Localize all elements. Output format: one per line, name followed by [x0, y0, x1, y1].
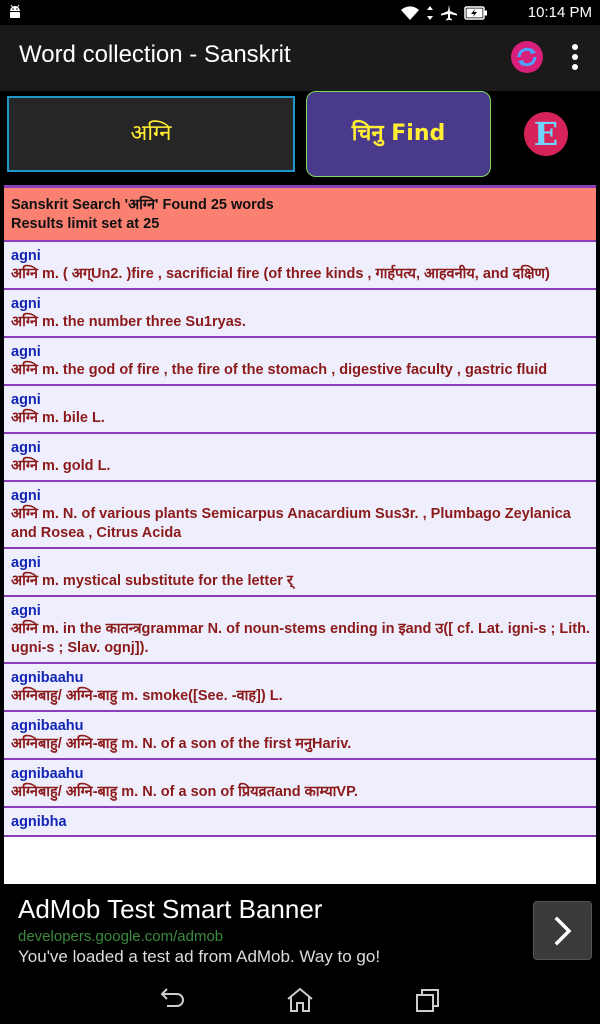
- result-entry[interactable]: [4, 338, 596, 386]
- entry-word: agnibaahu: [11, 718, 84, 734]
- entry-word: agni: [11, 296, 41, 312]
- entry-meaning: अग्निबाहु/ अग्नि-बाहु m. N. of a son of प्रियव्रतand काम्याVP.: [11, 784, 358, 800]
- home-icon[interactable]: [285, 986, 315, 1014]
- english-toggle-button[interactable]: [524, 112, 568, 156]
- entry-meaning: अग्नि m. the number three Su1ryas.: [11, 314, 246, 330]
- ad-url[interactable]: developers.google.com/admob: [18, 928, 224, 945]
- refresh-icon[interactable]: [510, 40, 544, 74]
- entry-word: agni: [11, 488, 41, 504]
- find-button[interactable]: चिनु Find: [306, 91, 491, 177]
- airplane-icon: [440, 4, 458, 22]
- clock: 10:14 PM: [527, 4, 592, 21]
- wifi-icon: [400, 5, 420, 21]
- status-bar: [0, 0, 600, 25]
- result-entry[interactable]: [4, 549, 596, 597]
- entry-word: agnibaahu: [11, 766, 84, 782]
- result-entry[interactable]: [4, 290, 596, 338]
- result-entry[interactable]: [4, 664, 596, 712]
- app-bar: [0, 25, 600, 91]
- battery-charging-icon: [464, 5, 488, 21]
- ad-title[interactable]: AdMob Test Smart Banner: [18, 894, 323, 924]
- results-summary: [4, 185, 596, 242]
- android-icon: [7, 4, 23, 20]
- chevron-right-icon: [550, 915, 576, 947]
- search-input[interactable]: अग्नि: [7, 96, 295, 172]
- back-icon[interactable]: [157, 986, 187, 1014]
- result-entry[interactable]: [4, 808, 596, 837]
- entry-meaning: अग्निबाहु/ अग्नि-बाहु m. N. of a son of the first मनुHariv.: [11, 736, 352, 752]
- navigation-bar: [0, 976, 600, 1024]
- entry-word: agni: [11, 248, 41, 264]
- entry-meaning: अग्नि m. in the कातन्त्रgrammar N. of noun-stems ending in इand उ([ cf. Lat. igni-s ; Lith. ugni-s ; Slav. ognj]).: [11, 621, 590, 656]
- entry-meaning: अग्नि m. mystical substitute for the letter र्: [11, 573, 293, 589]
- entry-word: agni: [11, 603, 41, 619]
- entry-meaning: अग्निबाहु/ अग्नि-बाहु m. smoke([See. -वाह]) L.: [11, 688, 283, 704]
- result-entry[interactable]: [4, 712, 596, 760]
- result-entry[interactable]: [4, 242, 596, 290]
- result-entry[interactable]: [4, 434, 596, 482]
- summary-line: Results limit set at 25: [11, 216, 160, 232]
- ad-banner[interactable]: [0, 884, 600, 976]
- result-entry[interactable]: [4, 386, 596, 434]
- recent-apps-icon[interactable]: [413, 986, 443, 1014]
- app-title: Word collection - Sanskrit: [19, 41, 291, 68]
- result-entry[interactable]: [4, 482, 596, 549]
- entries-container: [4, 242, 596, 837]
- entry-word: agni: [11, 555, 41, 571]
- entry-meaning: अग्नि m. ( अग्Un2. )fire , sacrificial fire (of three kinds , गार्हपत्य, आहवनीय, and दक्षिण): [11, 266, 550, 282]
- result-entry[interactable]: [4, 760, 596, 808]
- ad-description: You've loaded a test ad from AdMob. Way to go!: [18, 947, 381, 966]
- entry-meaning: अग्नि m. N. of various plants Semicarpus Anacardium Sus3r. , Plumbago Zeylanica and Rosea , Citrus Acida: [11, 506, 571, 541]
- english-toggle-label: E: [533, 115, 559, 153]
- entry-meaning: अग्नि m. the god of fire , the fire of the stomach , digestive faculty , gastric fluid: [11, 362, 548, 378]
- ad-open-button[interactable]: [533, 901, 592, 960]
- entry-word: agnibha: [11, 814, 67, 830]
- entry-word: agni: [11, 392, 41, 408]
- result-entry[interactable]: [4, 597, 596, 664]
- search-row: [0, 91, 600, 185]
- overflow-menu-icon[interactable]: [562, 40, 588, 74]
- data-arrows-icon: [426, 5, 434, 21]
- entry-meaning: अग्नि m. bile L.: [11, 410, 105, 426]
- entry-word: agni: [11, 440, 41, 456]
- results-list[interactable]: [4, 185, 596, 884]
- entry-word: agnibaahu: [11, 670, 84, 686]
- entry-meaning: अग्नि m. gold L.: [11, 458, 111, 474]
- summary-line: Sanskrit Search 'अग्नि' Found 25 words: [11, 197, 274, 213]
- entry-word: agni: [11, 344, 41, 360]
